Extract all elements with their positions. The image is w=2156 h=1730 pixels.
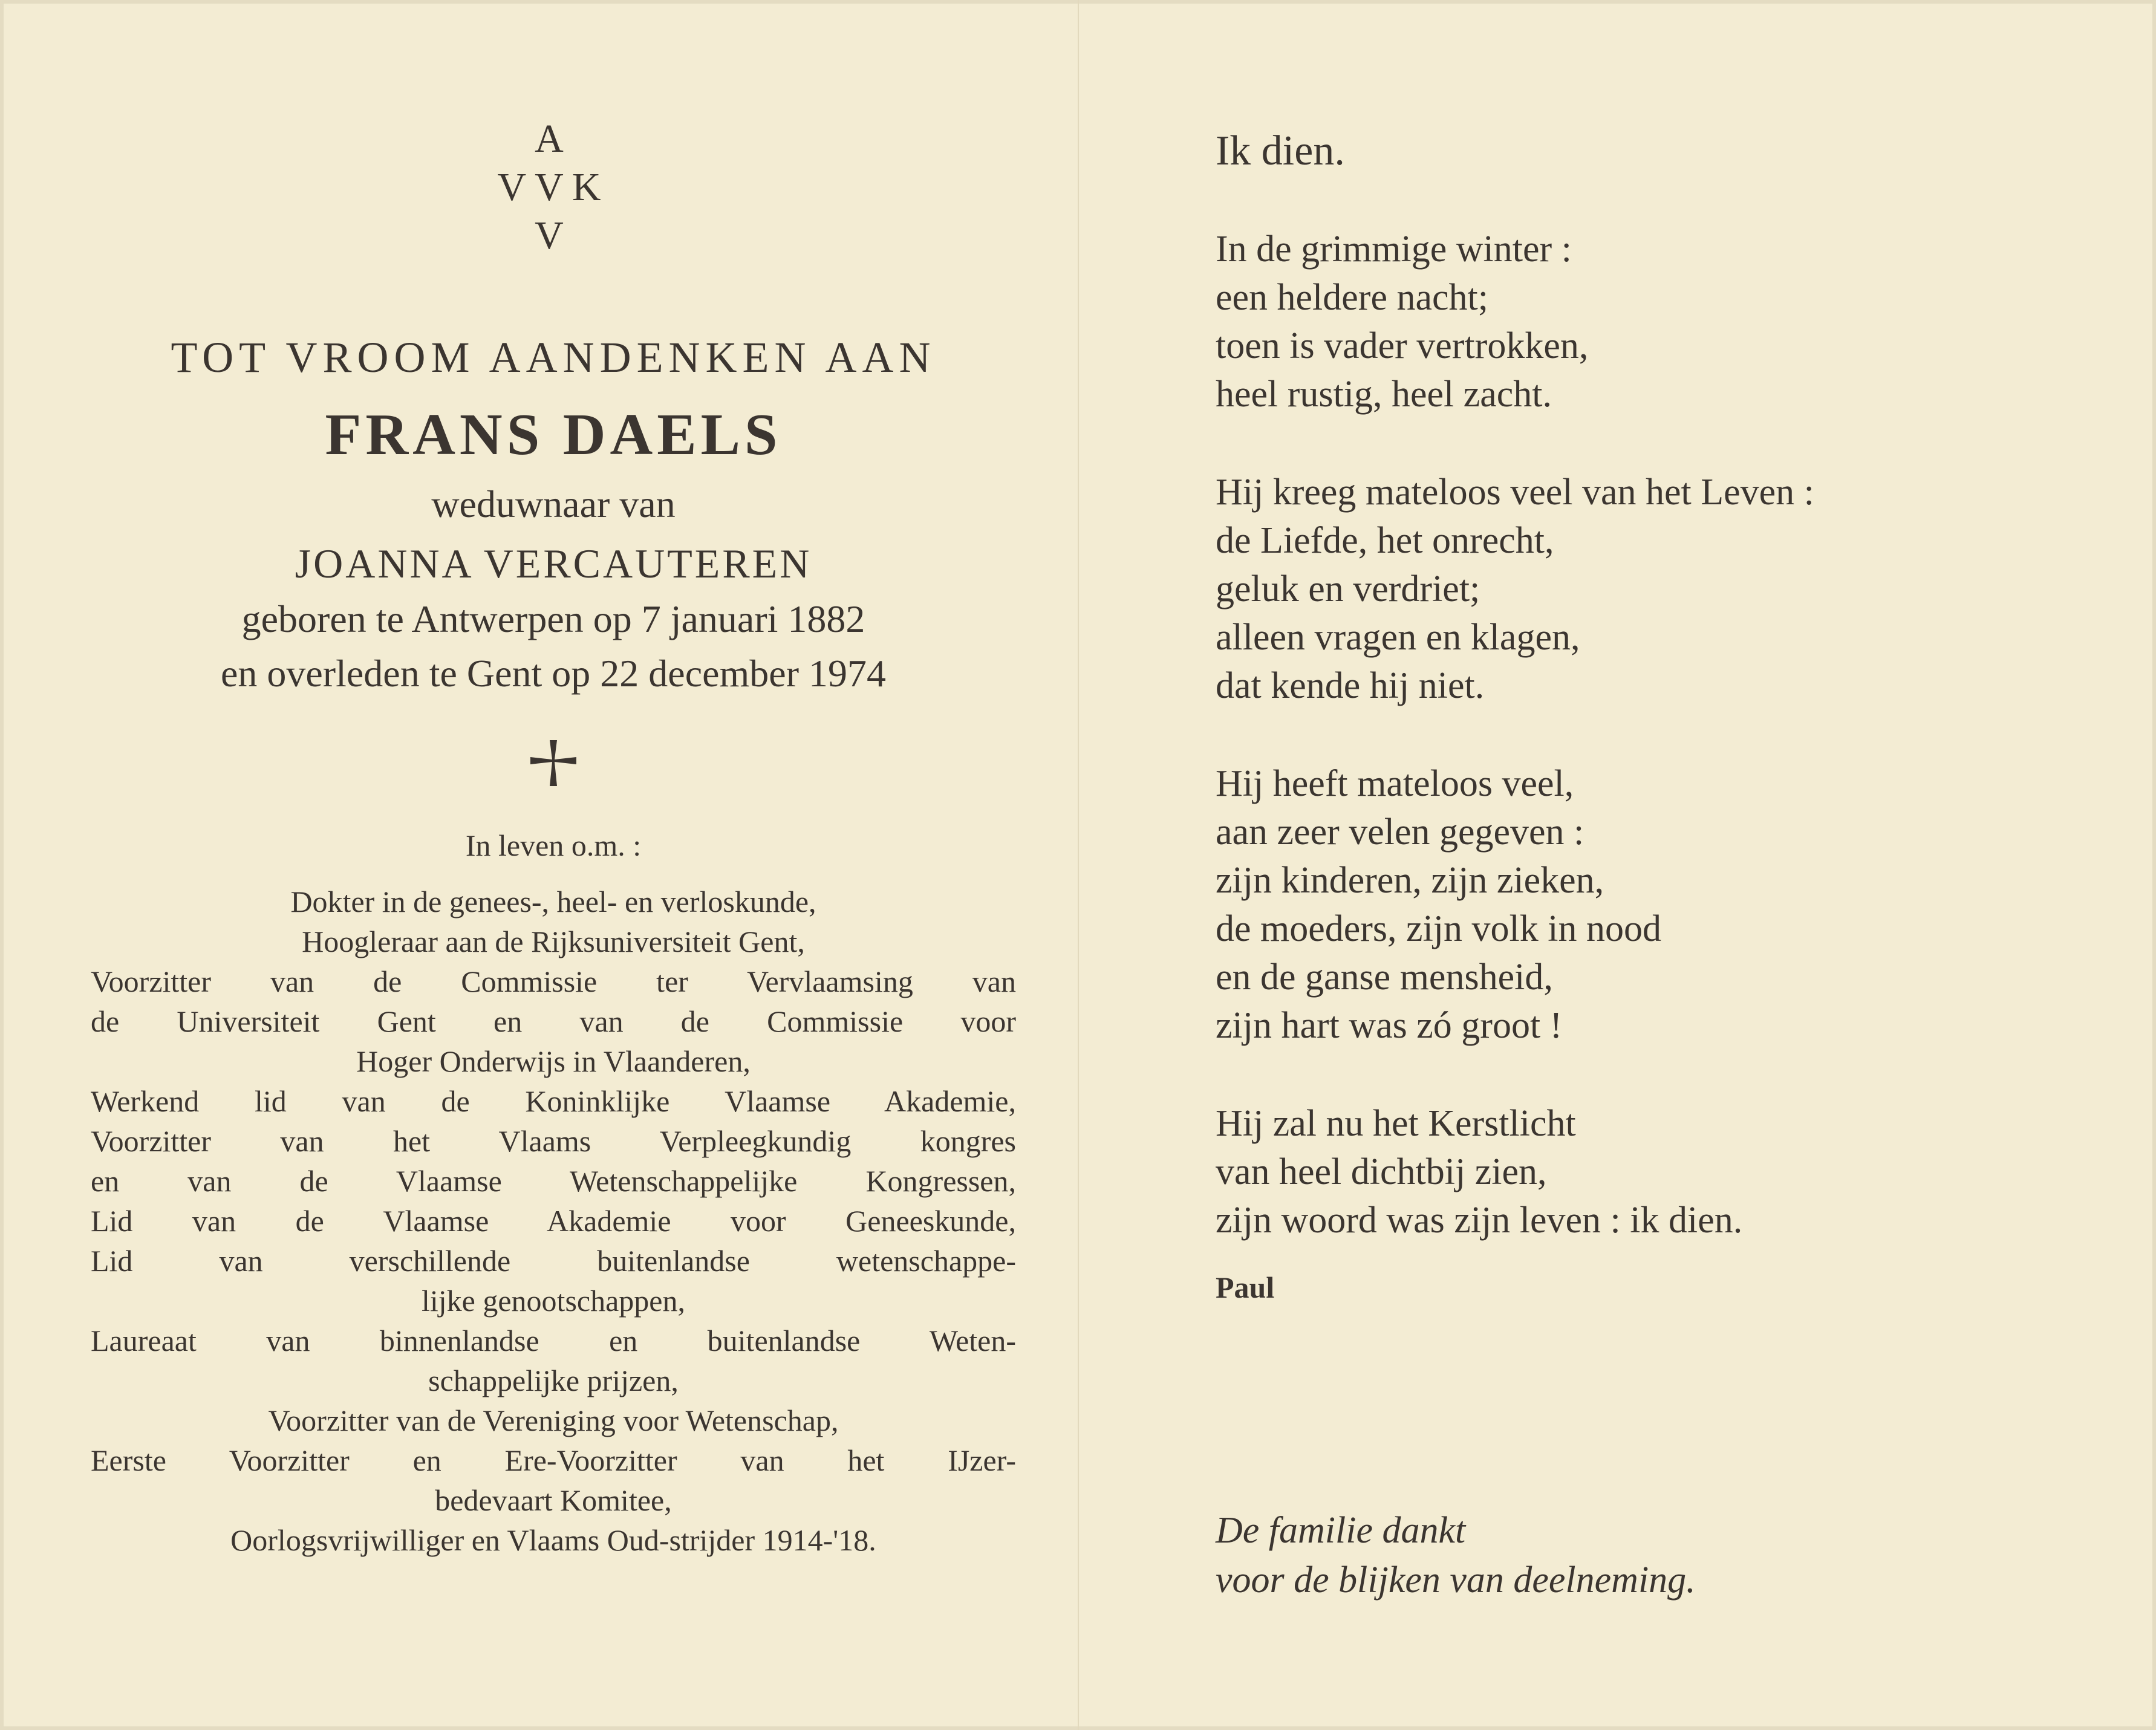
role-line: de Universiteit Gent en van de Commissie voor [91,1004,1016,1038]
cross-patee-icon [528,738,579,789]
poem-stanza-1 [1216,225,2002,418]
poem-line: zijn kinderen, zijn zieken, [1216,860,1604,901]
poem-line: dat kende hij niet. [1216,665,1485,706]
poem-line: alleen vragen en klagen, [1216,617,1580,658]
role-line: Eerste Voorzitter en Ere-Voorzitter van het IJzer- [91,1443,1016,1477]
role-line: Hoogleraar aan de Rijksuniversiteit Gent, [302,924,805,958]
monogram-line-1: A [535,117,572,161]
roles-intro: In leven o.m. : [465,828,642,863]
fold-line [1078,0,1079,1730]
poem-line: aan zeer velen gegeven : [1216,811,1584,853]
family-thanks [1216,1506,2002,1605]
poem-line: toen is vader vertrokken, [1216,325,1589,366]
roles-list [91,882,1016,1560]
birth-line: geboren te Antwerpen op 7 januari 1882 [241,597,865,641]
role-line: Oorlogsvrijwilliger en Vlaams Oud-strijder 1914-'18. [230,1523,876,1557]
role-line: Lid van verschillende buitenlandse wetenschappe- [91,1243,1016,1278]
role-line: schappelijke prijzen, [428,1363,679,1397]
role-line: Laureaat van binnenlandse en buitenlandse Weten- [91,1323,1016,1358]
poem-line: de moeders, zijn volk in nood [1216,908,1661,949]
widower-text: weduwnaar van [431,483,676,526]
role-line: en van de Vlaamse Wetenschappelijke Kongressen, [91,1163,1016,1198]
cross-container [91,738,1016,798]
role-line: Voorzitter van de Commissie ter Vervlaamsing van [91,964,1016,998]
left-panel [91,115,1016,1560]
poem-line: zijn woord was zijn leven : ik dien. [1216,1200,1743,1241]
spouse-name: JOANNA VERCAUTEREN [295,541,812,587]
monogram-line-3: V [535,213,572,258]
poem-line: heel rustig, heel zacht. [1216,374,1552,415]
role-line: Hoger Onderwijs in Vlaanderen, [356,1044,751,1078]
poem-line: Hij heeft mateloos veel, [1216,763,1574,804]
role-line: bedevaart Komitee, [435,1483,672,1517]
role-line: Lid van de Vlaamse Akademie voor Geneeskunde, [91,1203,1016,1238]
death-line: en overleden te Gent op 22 december 1974 [220,651,887,695]
poem-title: Ik dien. [1216,128,1345,174]
role-line: Dokter in de genees-, heel- en verloskunde, [290,884,816,919]
role-line: Voorzitter van het Vlaams Verpleegkundig kongres [91,1124,1016,1158]
poem-line: geluk en verdriet; [1216,568,1480,610]
poem-line: zijn hart was zó groot ! [1216,1005,1563,1046]
thanks-line-2: voor de blijken van deelneming. [1216,1559,1696,1601]
role-line: Voorzitter van de Vereniging voor Wetenschap, [268,1403,839,1437]
deceased-name: FRANS DAELS [325,402,782,467]
poem-stanza-2 [1216,468,2002,710]
role-line: lijke genootschappen, [422,1283,685,1318]
role-line: Werkend lid van de Koninklijke Vlaamse Akademie, [91,1084,1016,1118]
poem-stanza-4 [1216,1099,2002,1244]
poem-line: Hij zal nu het Kerstlicht [1216,1103,1576,1144]
memorial-heading: TOT VROOM AANDENKEN AAN [171,333,936,382]
poem-line: Hij kreeg mateloos veel van het Leven : [1216,472,1814,513]
poem-line: de Liefde, het onrecht, [1216,520,1554,561]
poem-stanza-3 [1216,759,2002,1050]
poem-line: een heldere nacht; [1216,277,1488,318]
poem-line: en de ganse mensheid, [1216,957,1553,998]
monogram-line-2: VVK [497,165,610,209]
poem-line: In de grimmige winter : [1216,229,1572,270]
thanks-line-1: De familie dankt [1216,1510,1466,1551]
poem-signature: Paul [1216,1270,1275,1304]
right-panel [1216,127,2002,1305]
poem-line: van heel dichtbij zien, [1216,1151,1547,1192]
